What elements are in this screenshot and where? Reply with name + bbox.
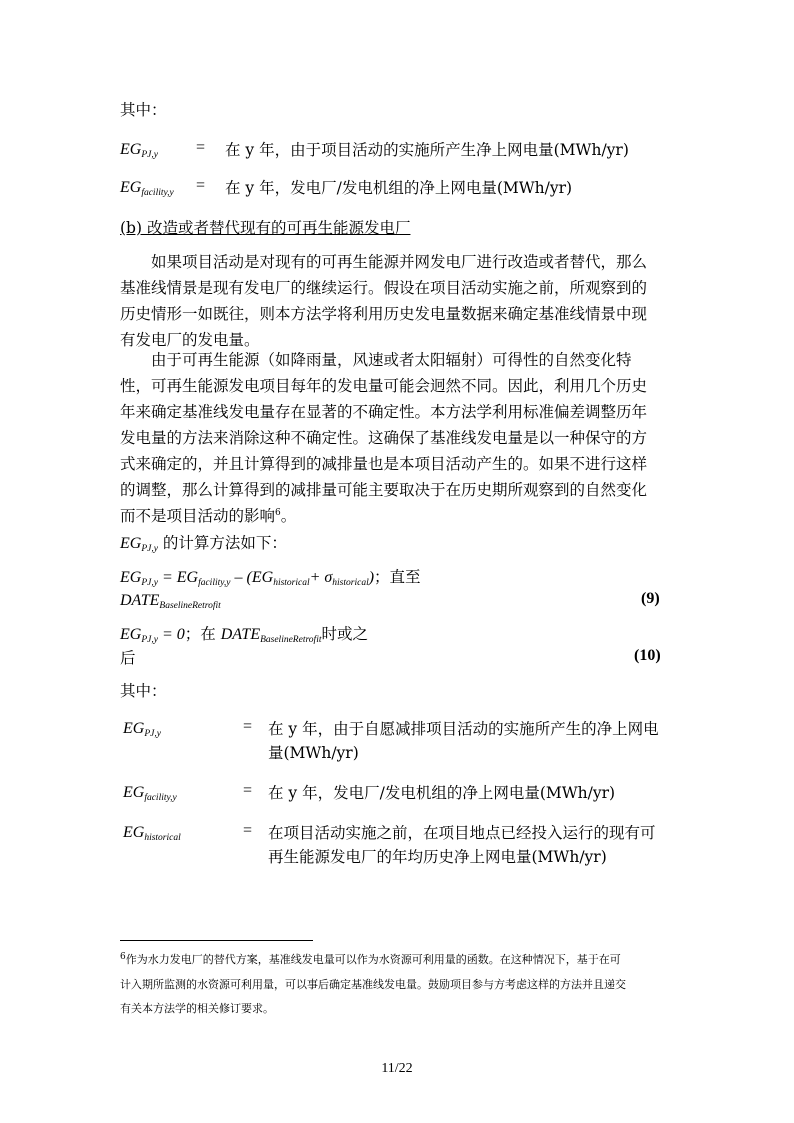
eq10-date-sub: BaselineRetrofit: [260, 635, 322, 645]
def1-equals: =: [196, 139, 206, 156]
eq9-term: EG: [120, 569, 142, 586]
def2-equals: =: [243, 782, 253, 799]
footnote-number: 6: [120, 952, 126, 962]
paragraph-line: 性，可再生能源发电项目每年的发电量可能会迥然不同。因此，利用几个历史: [120, 377, 648, 395]
equation-10: [120, 623, 368, 645]
def2-row-1: [123, 718, 161, 738]
paragraph-line: 如果项目活动是对现有的可再生能源并网发电厂进行改造或者替代，那么: [120, 253, 648, 271]
equation-10-number: (10): [634, 647, 661, 664]
footnote-line: [120, 948, 680, 973]
eq9-date-sub: BaselineRetrofit: [159, 601, 221, 611]
def2-description: 在 y 年，发电厂/发电机组的净上网电量(MWh/yr): [268, 784, 616, 802]
footnote-line: 有关本方法学的相关修订要求。: [120, 1002, 274, 1015]
paragraph-line: 式来确定的，并且计算得到的减排量也是本项目活动产生的。如果不进行这样: [120, 455, 648, 473]
paragraph-line: 有发电厂的发电量。: [120, 331, 260, 349]
eq9-sub: historical: [273, 578, 310, 588]
paragraph-end-punct: 。: [280, 507, 297, 525]
paragraph-2: [120, 347, 676, 532]
equation-9-number: (9): [641, 590, 660, 607]
def1-subscript: facility,y: [141, 188, 174, 198]
def2-symbol: EG: [123, 720, 145, 737]
eq9-tail: ；直至: [374, 568, 421, 586]
def2-equals: =: [243, 822, 253, 839]
paragraph-last-text: 而不是项目活动的影响: [120, 507, 276, 525]
def2-description: 在 y 年，由于自愿减排项目活动的实施所产生的净上网电: [268, 720, 659, 738]
section-heading-b: (b) 改造或者替代现有的可再生能源发电厂: [120, 219, 411, 237]
eq9-term: + σ: [309, 569, 333, 586]
def2-subscript: facility,y: [144, 793, 177, 803]
paragraph-line: 年来确定基准线发电量存在显著的不确定性。本方法学利用标准偏差调整历年: [120, 403, 648, 421]
def1-symbol: EG: [120, 179, 142, 196]
calc-intro-text: 的计算方法如下：: [157, 534, 287, 552]
eq9-date: DATE: [120, 592, 160, 609]
def2-subscript: PJ,y: [144, 729, 161, 739]
paragraph-last-line: [120, 503, 676, 532]
def2-row-3: [123, 822, 181, 842]
def1-row-1: [120, 139, 158, 159]
def2-description-cont: 量(MWh/yr): [268, 744, 359, 762]
paragraph-line: 发电量的方法来消除这种不确定性。这确保了基准线发电量是以一种保守的方: [120, 429, 648, 447]
calc-intro-subscript: PJ,y: [141, 544, 158, 554]
eq9-sub: PJ,y: [141, 578, 158, 588]
def1-subscript: PJ,y: [141, 150, 158, 160]
calc-intro: [120, 532, 287, 554]
eq9-sub: facility,y: [198, 578, 231, 588]
def2-description-cont: 再生能源发电厂的年均历史净上网电量(MWh/yr): [268, 848, 607, 866]
where-label-2: 其中：: [120, 682, 167, 700]
footnote-reference: 6: [275, 508, 281, 518]
eq10-date: DATE: [220, 626, 261, 643]
footnote-text: 作为水力发电厂的替代方案，基准线发电量可以作为水资源可利用量的函数。在这种情况下，基于在可: [125, 953, 621, 966]
def1-description: 在 y 年，由于项目活动的实施所产生净上网电量(MWh/yr): [225, 141, 629, 159]
def2-row-2: [123, 782, 177, 802]
paragraph-line: 由于可再生能源（如降雨量，风速或者太阳辐射）可得性的自然变化特: [120, 351, 632, 369]
def1-row-2: [120, 177, 174, 197]
eq10-mid: ；在: [184, 625, 221, 643]
def1-equals: =: [196, 177, 206, 194]
paragraph-1: [120, 249, 676, 353]
eq10-sub: PJ,y: [141, 635, 158, 645]
eq9-sub: historical: [332, 578, 369, 588]
def1-symbol: EG: [120, 141, 142, 158]
def2-equals: =: [243, 718, 253, 735]
equation-9: [120, 566, 421, 588]
calc-intro-symbol: EG: [120, 535, 142, 552]
paragraph-line: 基准线情景是现有发电厂的继续运行。假设在项目活动实施之前，所观察到的: [120, 279, 648, 297]
eq9-term: – (EG: [230, 569, 274, 586]
paragraph-line: 历史情形一如既往，则本方法学将利用历史发电量数据来确定基准线情景中现: [120, 305, 648, 323]
where-label-1: 其中：: [120, 101, 167, 119]
footnote: [120, 948, 680, 1021]
def2-subscript: historical: [144, 833, 181, 843]
eq10-tail: 时或之: [321, 625, 368, 643]
eq9-term: ): [368, 569, 375, 586]
equation-10-line2: 后: [120, 649, 136, 667]
def2-symbol: EG: [123, 784, 145, 801]
footnote-divider: [120, 940, 313, 941]
def2-symbol: EG: [123, 824, 145, 841]
footnote-line: 计入期所监测的水资源可利用量，可以事后确定基准线发电量。鼓励项目参与方考虑这样的方法并且递交: [120, 978, 626, 991]
eq10-term: EG: [120, 626, 142, 643]
def1-description: 在 y 年，发电厂/发电机组的净上网电量(MWh/yr): [225, 179, 573, 197]
eq10-term: = 0: [157, 626, 185, 643]
eq9-term: = EG: [157, 569, 199, 586]
paragraph-line: 的调整，那么计算得到的减排量可能主要取决于在历史期所观察到的自然变化: [120, 481, 648, 499]
def2-description: 在项目活动实施之前，在项目地点已经投入运行的现有可: [268, 824, 656, 842]
equation-9-line2: [120, 590, 221, 610]
page-number: 11/22: [381, 1061, 413, 1076]
